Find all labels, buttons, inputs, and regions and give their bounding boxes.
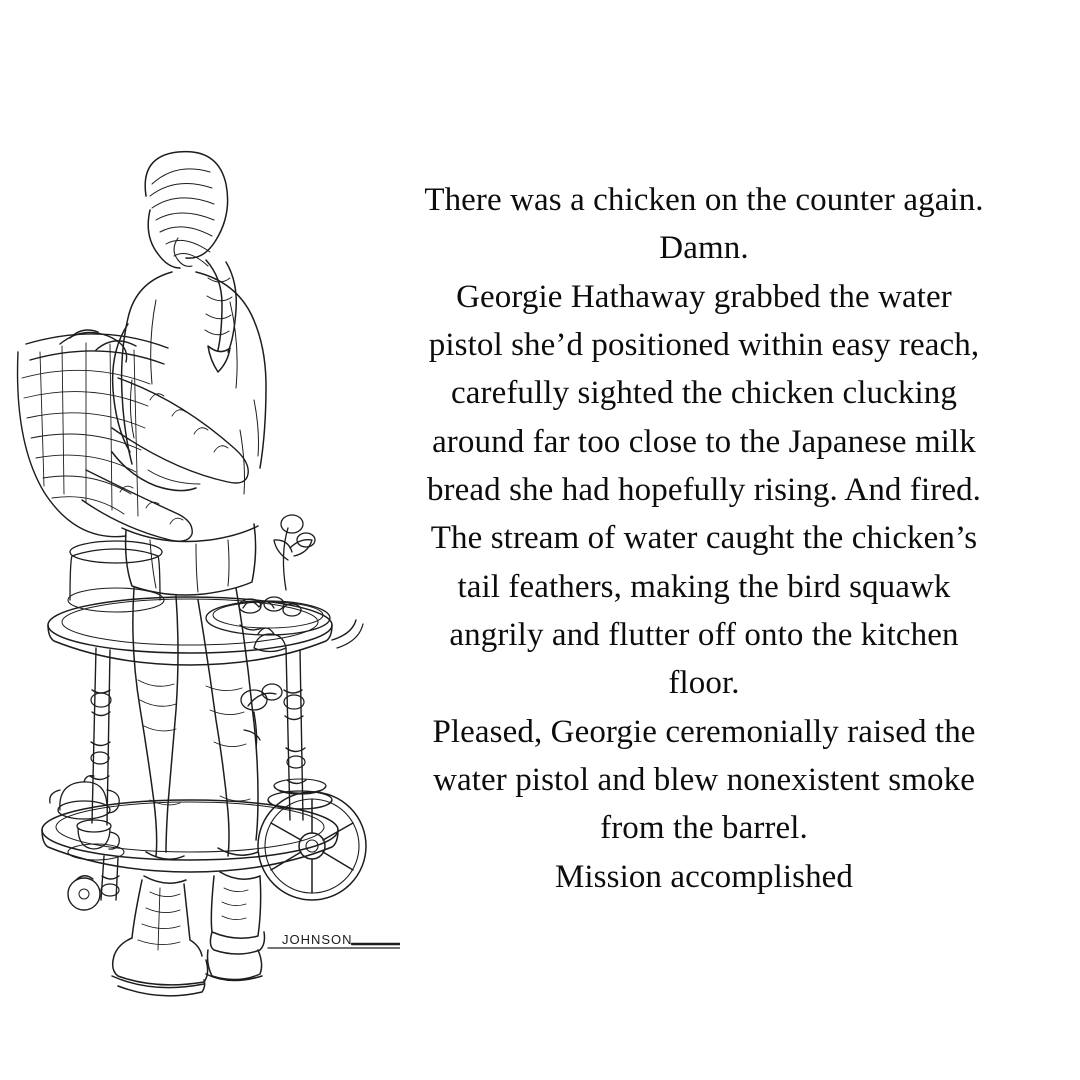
story-line: water pistol and blew nonexistent smoke [433, 762, 975, 799]
story-line: tail feathers, making the bird squawk [457, 568, 951, 605]
story-line: The stream of water caught the chicken’s [430, 520, 978, 557]
figure-boots [112, 876, 265, 996]
story-line: floor. [668, 665, 740, 702]
story-line: Pleased, Georgie ceremonially raised the [432, 713, 976, 750]
story-line: around far too close to the Japanese milk [432, 423, 976, 460]
story-line: carefully sighted the chicken clucking [451, 375, 957, 412]
story-line: There was a chicken on the counter again. [424, 182, 984, 218]
story-line: angrily and flutter off onto the kitchen [449, 617, 959, 654]
bread-basket [18, 334, 168, 537]
figure-head [145, 152, 236, 372]
story-line: Damn. [659, 230, 749, 267]
story-line: Mission accomplished [554, 858, 854, 895]
story-line: pistol she’d positioned within easy reach, [428, 327, 980, 364]
artist-signature: JOHNSON [282, 932, 353, 947]
story-text-block [392, 176, 1016, 901]
figure-legs [133, 588, 260, 883]
bread-loaves [60, 330, 248, 541]
cart-caster [68, 876, 100, 910]
illustration-panel [0, 0, 400, 1080]
cart-top-items [68, 541, 330, 652]
story-line: from the barrel. [600, 810, 808, 847]
tea-cart [42, 597, 366, 910]
story-line: Georgie Hathaway grabbed the water [456, 278, 952, 315]
story-line: bread she had hopefully rising. And fired. [426, 472, 982, 509]
